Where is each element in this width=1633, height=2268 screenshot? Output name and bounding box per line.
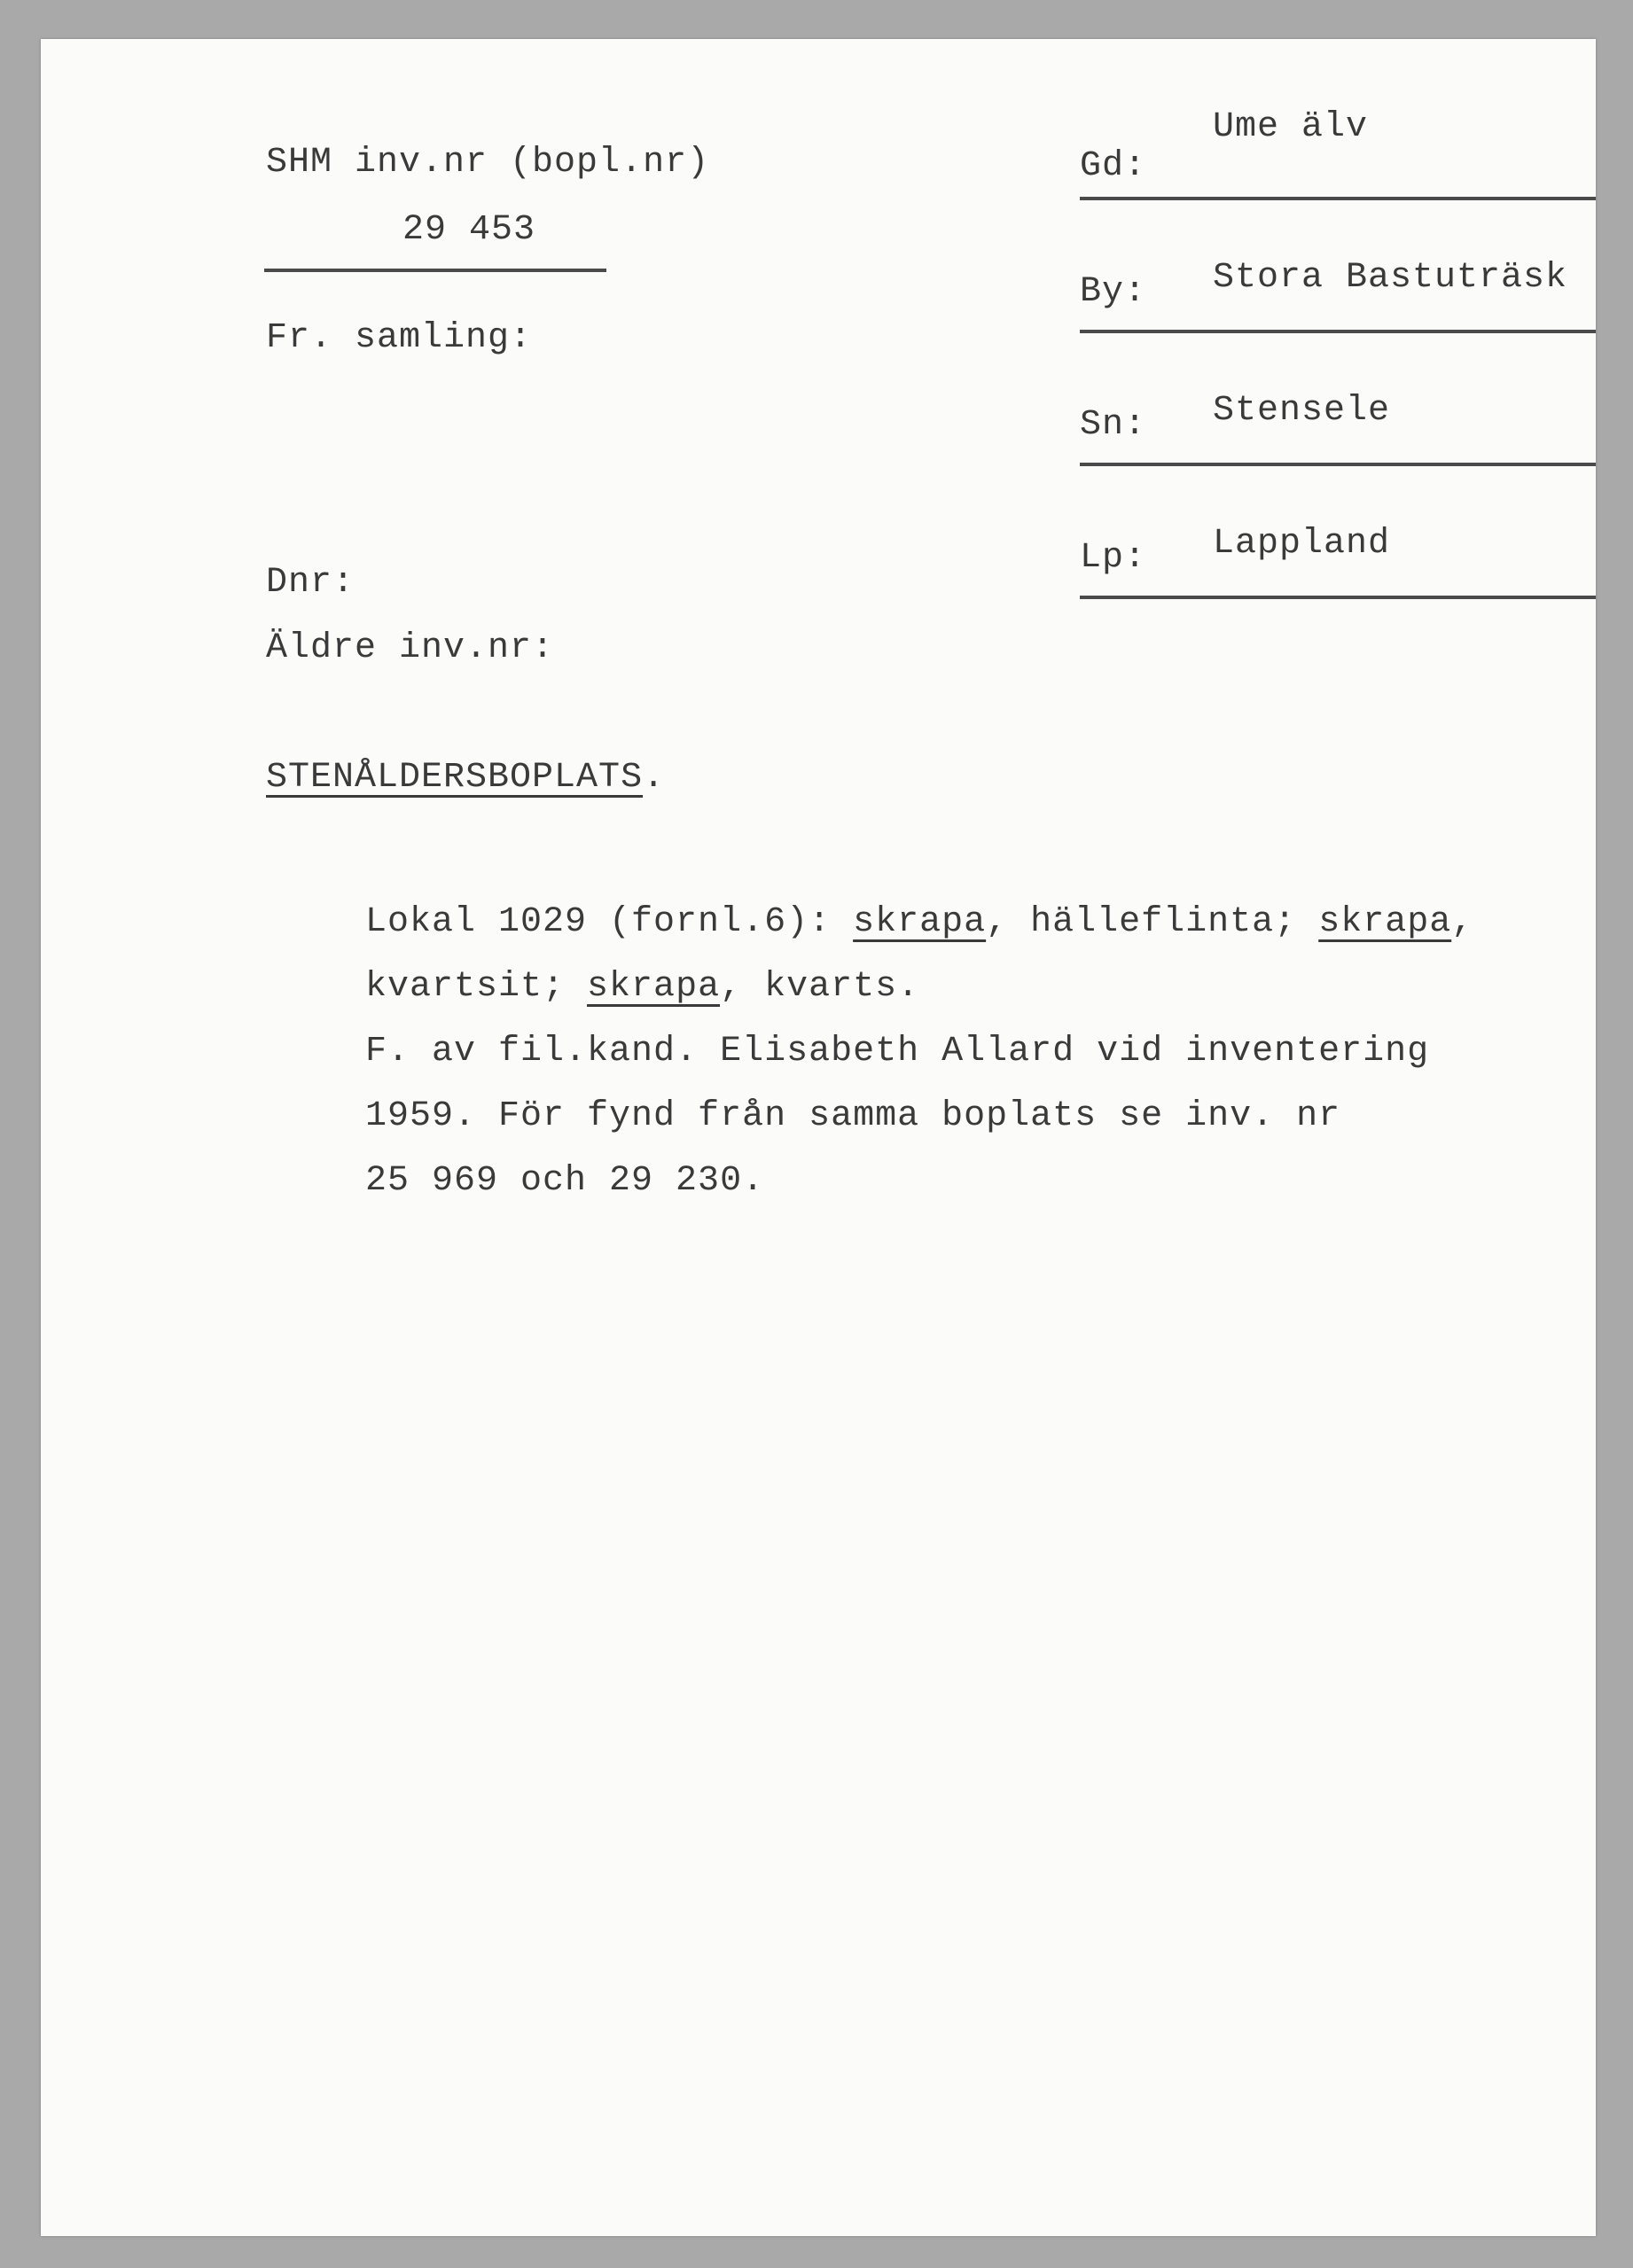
sn-value: Stensele (1213, 391, 1391, 431)
description-line-3: F. av fil.kand. Elisabeth Allard vid inventering (365, 1032, 1430, 1072)
line2-part-c: , kvarts. (720, 967, 920, 1007)
line1-skrapa-2: skrapa (1318, 902, 1452, 942)
line1-skrapa-1: skrapa (853, 902, 987, 942)
gd-label: Gd: (1080, 146, 1147, 186)
fr-samling-label: Fr. samling: (266, 318, 533, 358)
description-line-1 (365, 890, 1473, 955)
heading (266, 760, 665, 796)
sn-rule (1080, 463, 1596, 466)
inv-number-rule (264, 269, 606, 272)
sn-label: Sn: (1080, 405, 1147, 445)
lp-value: Lappland (1213, 524, 1391, 564)
lp-rule (1080, 596, 1596, 599)
description-line-2 (365, 955, 1473, 1019)
aldre-inv-label: Äldre inv.nr: (266, 628, 555, 668)
shm-inv-label: SHM inv.nr (bopl.nr) (266, 143, 710, 183)
description-line-5: 25 969 och 29 230. (365, 1161, 765, 1201)
gd-value: Ume älv (1213, 107, 1369, 147)
inv-number: 29 453 (402, 210, 536, 250)
line2-skrapa: skrapa (587, 967, 721, 1007)
description (365, 890, 1473, 1213)
lp-label: Lp: (1080, 538, 1147, 578)
line1-part-e: , (1451, 902, 1474, 942)
dnr-label: Dnr: (266, 563, 356, 603)
description-line-4: 1959. För fynd från samma boplats se inv. nr (365, 1096, 1341, 1136)
gd-rule (1080, 197, 1596, 200)
by-value: Stora Bastuträsk (1213, 258, 1568, 298)
line1-part-a: Lokal 1029 (fornl.6): (365, 902, 854, 942)
heading-period: . (643, 758, 666, 798)
by-rule (1080, 330, 1596, 333)
heading-text: STENÅLDERSBOPLATS (266, 758, 644, 798)
line1-part-c: , hälleflinta; (986, 902, 1319, 942)
by-label: By: (1080, 272, 1147, 312)
catalog-card (41, 39, 1596, 2236)
line2-part-a: kvartsit; (365, 967, 588, 1007)
